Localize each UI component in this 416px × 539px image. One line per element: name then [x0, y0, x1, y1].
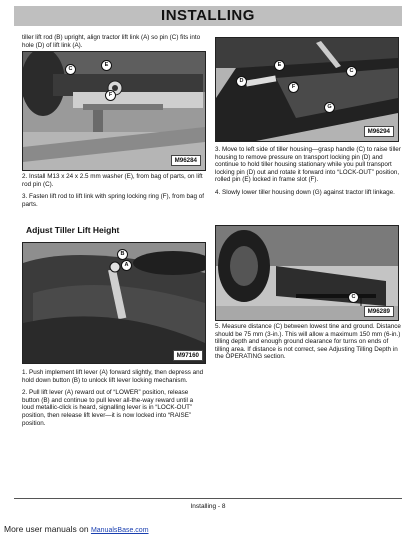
- callout-b: B: [117, 249, 128, 260]
- intro-text: tiller lift rod (B) upright, align tractor lift link (A) so pin (C) fits into hole (D) of lift link (A).: [22, 34, 201, 49]
- right-step5-block: [215, 323, 401, 366]
- figure-code: M96284: [171, 155, 201, 166]
- lift-step-2-text: 2. Pull lift lever (A) reward out of “LOWER” position, release button (B) and continue to pull lever all-the-way reward until a loud metallic-click is heard, signalling lever is in “LOCK-OUT” position, then release lift lever—it is now locked into “RAISE” position.: [22, 389, 194, 427]
- figure-m97160-illustration: [23, 243, 205, 363]
- bottom-banner: [4, 524, 149, 534]
- right-steps-block: [215, 146, 401, 202]
- callout-g: G: [324, 102, 335, 113]
- callout-e: E: [101, 60, 112, 71]
- header-bar: [14, 6, 402, 26]
- callout-f: F: [288, 82, 299, 93]
- step-3-text: 3. Fasten lift rod to lift link with spring locking ring (F), from bag of parts.: [22, 193, 204, 208]
- page-title: INSTALLING: [161, 7, 255, 24]
- figure-code: M97160: [173, 350, 203, 361]
- figure-m97160: [22, 242, 206, 364]
- banner-link[interactable]: ManualsBase.com: [90, 527, 149, 534]
- footer-rule: [14, 498, 402, 499]
- figure-m96284: [22, 51, 206, 171]
- figure-code: M96294: [364, 126, 394, 137]
- lift-step-1-text: 1. Push implement lift lever (A) forward slightly, then depress and hold down button (B) to unlock lift lever locking mechanism.: [22, 369, 204, 384]
- section-heading: Adjust Tiller Lift Height: [26, 225, 120, 235]
- left-lift-steps-block: [22, 369, 204, 432]
- figure-code: M96289: [364, 306, 394, 317]
- callout-c: C: [65, 64, 76, 75]
- figure-m96284-illustration: [23, 52, 205, 170]
- right-step-3-text: 3. Move to left side of tiller housing—grasp handle (C) to raise tiller housing to remove pressure on transport locking pin (D) and continue to hold tiller housing stationary while you pull transport locking pin (D) out and rotate it forward into “LOCK-OUT” position, rolled pin (E) locked in frame slot (F).: [215, 146, 401, 184]
- step-2-text: 2. Install M13 x 24 x 2.5 mm washer (E), from bag of parts, on lift rod pin (C).: [22, 173, 203, 188]
- callout-d: D: [236, 76, 247, 87]
- figure-m96289: [215, 225, 399, 321]
- left-steps-block: [22, 173, 204, 213]
- callout-c: C: [348, 292, 359, 303]
- page-number: Installing - 8: [190, 503, 226, 510]
- banner-prefix: More user manuals on: [4, 524, 91, 534]
- callout-c: C: [346, 66, 357, 77]
- right-step-5-text: 5. Measure distance (C) between lowest tine and ground. Distance should be 75 mm (3-in.). This will allow a maximum 150 mm (6-in.) tilling depth and enough ground clearance for turns on ends of tilling area. If distance is not correct, see Adjusting Tilling Depth in the OPERATING section.: [215, 323, 401, 361]
- figure-m96294: [215, 37, 399, 142]
- callout-a: A: [121, 260, 132, 271]
- callout-e: E: [274, 60, 285, 71]
- right-step-4-text: 4. Slowly lower tiller housing down (G) against tractor lift linkage.: [215, 188, 395, 196]
- callout-f: F: [105, 90, 116, 101]
